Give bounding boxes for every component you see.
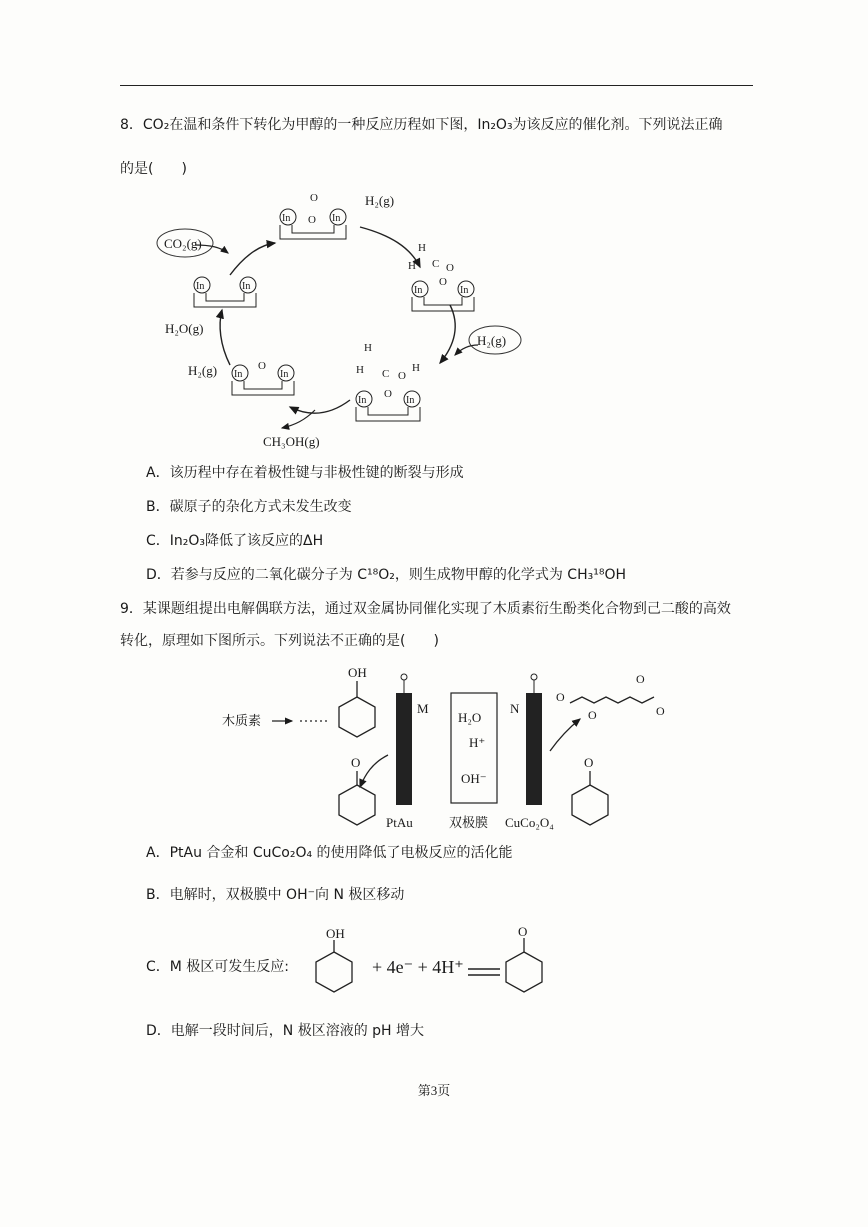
svg-text:In: In (280, 369, 289, 380)
svg-text:H: H (356, 364, 364, 376)
header-rule (120, 85, 753, 86)
q9-option-a: A．PtAu 合金和 CuCo₂O₄ 的使用降低了电极反应的活化能 (146, 845, 513, 861)
q9-phenol-eq-structure (306, 926, 366, 1000)
svg-text:O: O (584, 755, 594, 770)
q9-stem-line2: 转化，原理如下图所示。下列说法不正确的是( ) (120, 633, 439, 649)
svg-text:O: O (398, 370, 406, 382)
svg-text:O: O (258, 360, 266, 372)
q8-stem-line1: 8．CO₂在温和条件下转化为甲醇的一种反应历程如下图，In₂O₃为该反应的催化剂。下列说法正确 (120, 117, 723, 133)
q9-membrane-label: 双极膜 (449, 816, 489, 831)
q8-option-b: B．碳原子的杂化方式未发生改变 (146, 499, 352, 515)
q9-phenol-structure (339, 665, 375, 737)
svg-text:O: O (446, 262, 454, 274)
svg-text:H: H (418, 242, 426, 254)
q9-n-label: N (510, 701, 520, 716)
q8-catalyst-bare (194, 277, 256, 307)
svg-text:OH⁻: OH⁻ (461, 771, 487, 786)
q9-stem-line1: 9．某课题组提出电解偶联方法，通过双金属协同催化实现了木质素衍生酚类化合物到己二酸的高效 (120, 601, 731, 617)
svg-text:O: O (439, 276, 447, 288)
q8-catalyst-hcoo (408, 242, 474, 311)
q8-h2-left-label: H₂(g) (188, 363, 218, 378)
q8-ch3oh-label: CH₃OH(g) (263, 434, 320, 449)
q9-option-c-text: C．M 极区可发生反应: (146, 959, 290, 975)
svg-text:OH: OH (326, 926, 345, 941)
svg-text:O: O (518, 924, 528, 939)
q9-n-electrode (526, 693, 542, 805)
svg-text:C: C (432, 258, 440, 270)
q9-electrolysis-diagram (220, 655, 690, 835)
q8-option-a: A．该历程中存在着极性键与非极性键的断裂与形成 (146, 465, 464, 481)
svg-text:O: O (384, 388, 392, 400)
svg-text:In: In (414, 285, 423, 296)
q8-catalyst-methoxy (356, 342, 420, 421)
page-footer: 第3页 (417, 1083, 451, 1098)
q9-eq-reagents: + 4e⁻ + 4H⁺ (372, 957, 464, 977)
q9-option-b: B．电解时，双极膜中 OH⁻向 N 极区移动 (146, 887, 405, 903)
svg-text:H⁺: H⁺ (469, 735, 486, 750)
svg-text:In: In (234, 369, 243, 380)
svg-text:O: O (656, 704, 665, 718)
q8-catalyst-co2-adsorbed (280, 192, 346, 239)
q9-cucoo-label: CuCo₂O₄ (505, 815, 554, 830)
q9-option-d: D．电解一段时间后，N 极区溶液的 pH 增大 (146, 1023, 425, 1039)
svg-text:In: In (282, 213, 291, 224)
q8-option-d: D．若参与反应的二氧化碳分子为 C¹⁸O₂，则生成物甲醇的化学式为 CH₃¹⁸OH (146, 567, 626, 583)
svg-text:O: O (310, 192, 318, 204)
q9-lignin-label: 木质素 (222, 714, 262, 729)
q9-cyclohexanone-left (339, 755, 375, 825)
svg-text:In: In (196, 281, 205, 292)
svg-text:C: C (382, 368, 390, 380)
q9-cyclohexanone-right (572, 755, 608, 825)
svg-text:H: H (408, 260, 416, 272)
svg-text:H: H (364, 342, 372, 354)
svg-text:O: O (556, 690, 565, 704)
svg-text:In: In (242, 281, 251, 292)
q8-h2-right-label: H₂(g) (477, 333, 507, 348)
svg-text:In: In (358, 395, 367, 406)
svg-text:OH: OH (348, 665, 367, 680)
svg-text:O: O (588, 708, 597, 722)
q9-ptau-label: PtAu (386, 815, 413, 830)
q9-cyclohexanone-eq-structure (496, 924, 556, 1000)
svg-text:In: In (460, 285, 469, 296)
q9-adipate-structure (556, 672, 665, 722)
q8-h2-top-label: H₂(g) (365, 193, 395, 208)
q8-option-c: C．In₂O₃降低了该反应的ΔH (146, 533, 324, 549)
svg-text:H₂O: H₂O (458, 710, 482, 725)
q8-h2o-label: H₂O(g) (165, 321, 204, 336)
svg-text:H: H (412, 362, 420, 374)
q9-m-electrode (396, 693, 412, 805)
svg-text:In: In (406, 395, 415, 406)
svg-text:O: O (308, 214, 316, 226)
svg-text:In: In (332, 213, 341, 224)
q9-m-label: M (417, 701, 429, 716)
q8-stem-line2: 的是( ) (120, 161, 187, 177)
svg-text:O: O (351, 755, 361, 770)
q8-reaction-cycle-diagram (150, 185, 550, 455)
svg-text:O: O (636, 672, 645, 686)
q8-catalyst-o-vacancy-refill (232, 360, 294, 395)
q8-co2-label: CO₂(g) (164, 236, 202, 251)
